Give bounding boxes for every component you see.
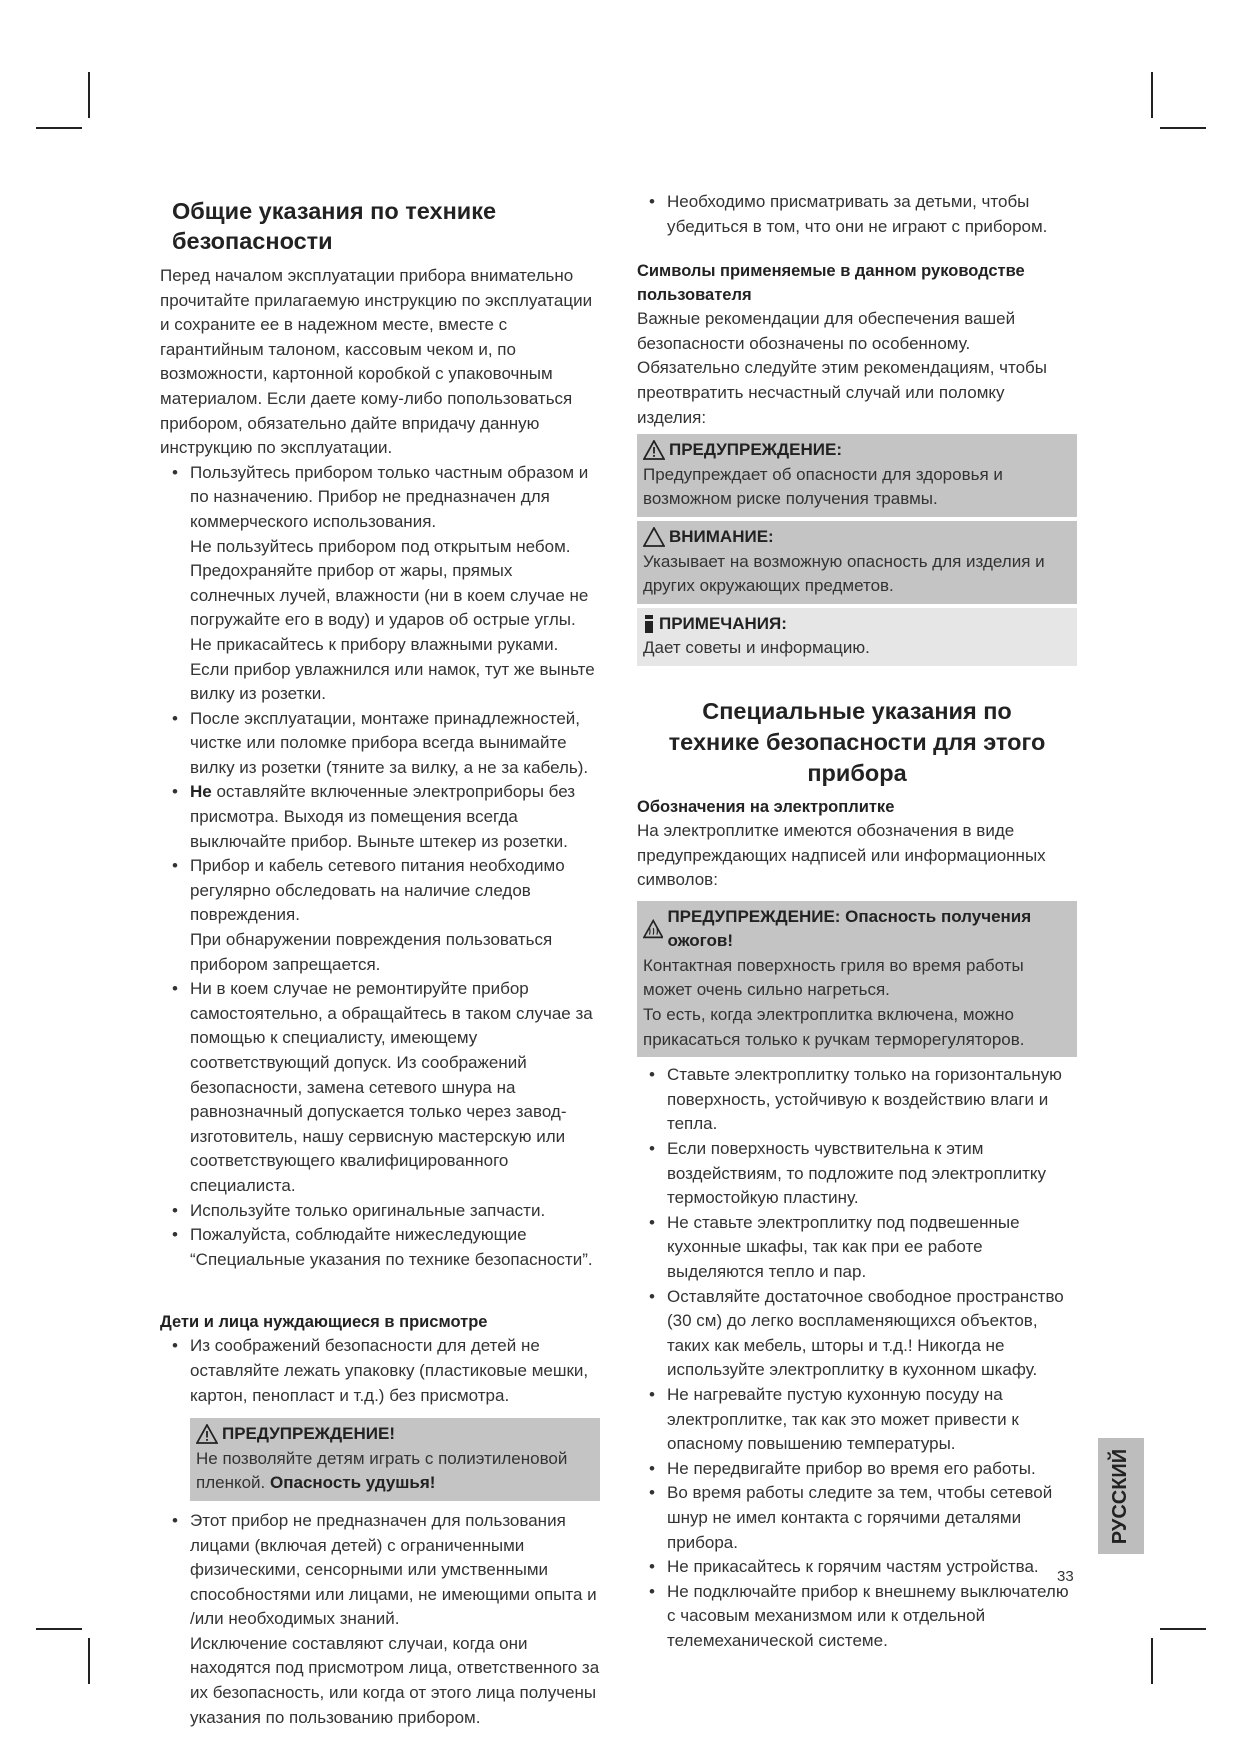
warning-triangle-icon	[643, 440, 665, 460]
list-item: • Не нагревайте пустую кухонную посуду на электроплитке, так как это может привести к опасному повышению температуры.	[637, 1383, 1077, 1457]
children-list	[160, 1334, 600, 1408]
crop-mark	[1151, 72, 1153, 118]
children-list-continued	[637, 190, 1077, 239]
special-heading: Специальные указания по технике безопасности для этого прибора	[668, 697, 1046, 786]
list-item: • Не передвигайте прибор во время его работы.	[637, 1457, 1077, 1482]
symbols-heading: Символы применяемые в данном руководстве пользователя	[637, 262, 1025, 305]
page-title: Общие указания по технике безопасности	[172, 198, 497, 254]
children-heading: Дети и лица нуждающиеся в присмотре	[160, 1313, 488, 1332]
right-column	[637, 190, 1077, 1654]
list-item: • Пожалуйста, соблюдайте нижеследующие “Специальные указания по технике безопасности”.	[160, 1223, 600, 1272]
list-item: • Не ставьте электроплитку под подвешенные кухонные шкафы, так как при ее работе выделяются тепло и пар.	[637, 1211, 1077, 1285]
info-icon	[643, 614, 655, 634]
appliance-list	[637, 1063, 1077, 1653]
crop-mark	[88, 72, 90, 118]
list-item: • Во время работы следите за тем, чтобы сетевой шнур не имел контакта с горячими деталями прибора.	[637, 1481, 1077, 1555]
list-item: • Используйте только оригинальные запчасти.	[160, 1199, 600, 1224]
page-number: 33	[1057, 1568, 1074, 1585]
crop-mark	[1151, 1638, 1153, 1684]
burn-warning-box	[637, 901, 1077, 1058]
notes-text: Дает советы и информацию.	[643, 638, 870, 658]
notes-title: ПРИМЕЧАНИЯ:	[659, 613, 787, 633]
symbols-paragraph: Важные рекомендации для обеспечения вашей безопасности обозначены по особенному. Обязательно следуйте этим рекомендациям, чтобы преотвратить несчастный случай или поломку изделия:	[637, 309, 1048, 427]
list-item: • Из соображений безопасности для детей не оставляйте лежать упаковку (пластиковые мешки, картон, пенопласт и т.д.) без присмотра.	[160, 1334, 600, 1408]
language-label: РУССКИЙ	[1109, 1448, 1132, 1544]
list-item: • Оставляйте достаточное свободное пространство (30 см) до легко воспламеняющихся объектов, таких как мебель, шторы и т.д.! Никогда не используйте электроплитку в кухонном шкафу.	[637, 1285, 1077, 1383]
caution-text: Указывает на возможную опасность для изделия и других окружающих предметов.	[643, 551, 1045, 596]
burn-warning-title: ПРЕДУПРЕЖДЕНИЕ: Опасность получения ожогов!	[667, 906, 1032, 951]
list-item-continuation: Не пользуйтесь прибором под открытым небом. Предохраняйте прибор от жары, прямых солнечных лучей, влажности (ни в коем случае не погружайте его в воду) и ударов об острые углы. Не прикасайтесь к прибору влажными руками. Если прибор увлажнился или намок, тут же выньте вилку из розетки.	[190, 536, 595, 704]
list-item: • Этот прибор не предназначен для пользования лицами (включая детей) с ограниченными физическими, сенсорными или умственными способностями или лицами, не имеющими опыта и /или необходимых знаний.	[160, 1509, 600, 1632]
burn-warning-text: Контактная поверхность гриля во время работы может очень сильно нагреться.	[643, 955, 1024, 1000]
list-item: • Ставьте электроплитку только на горизонтальную поверхность, устойчивую к воздействию влаги и тепла.	[637, 1063, 1077, 1137]
marks-heading: Обозначения на электроплитке	[637, 797, 895, 816]
list-item-continuation: Исключение составляют случаи, когда они находятся под присмотром лица, ответственного за их безопасность, или когда от этого лица получены указания по пользованию прибором.	[190, 1633, 600, 1727]
crop-mark	[1160, 1628, 1206, 1630]
marks-paragraph: На электроплитке имеются обозначения в виде предупреждающих надписей или информационных символов:	[637, 820, 1046, 890]
crop-mark	[1160, 127, 1206, 129]
list-item: • Если поверхность чувствительна к этим воздействиям, то подложите под электроплитку термостойкую пластину.	[637, 1137, 1077, 1211]
hot-surface-warning-icon	[643, 919, 663, 939]
list-item: • Ни в коем случае не ремонтируйте прибор самостоятельно, а обращайтесь в таком случае за помощью к специалисту, имеющему соответствующий допуск. Из соображений безопасности, замена сетевого шнура на равнозначный допускается только через завод-изготовитель, нашу сервисную мастерскую или соответствующего квалифицированного специалиста.	[160, 977, 600, 1198]
list-item: • Пользуйтесь прибором только частным образом и по назначению. Прибор не предназначен для коммерческого использования.	[160, 461, 600, 535]
notes-box	[637, 608, 1077, 666]
list-item: • После эксплуатации, монтаже принадлежностей, чистке или поломке прибора всегда вынимайте вилку из розетки (тяните за вилку, а не за кабель).	[160, 707, 600, 781]
safety-list	[160, 707, 600, 928]
left-column	[160, 190, 600, 1730]
caution-box	[637, 521, 1077, 604]
crop-mark	[36, 1628, 82, 1630]
list-item: • Прибор и кабель сетевого питания необходимо регулярно обследовать на наличие следов повреждения.	[160, 854, 600, 928]
warning-title: ПРЕДУПРЕЖДЕНИЕ:	[669, 440, 842, 460]
warning-text: Не позволяйте детям играть с полиэтиленовой пленкой. Опасность удушья!	[196, 1448, 568, 1493]
warning-box	[637, 434, 1077, 517]
list-item: • Необходимо присматривать за детьми, чтобы убедиться в том, что они не играют с прибором.	[637, 190, 1077, 239]
safety-list	[160, 461, 600, 535]
caution-title: ВНИМАНИЕ:	[669, 526, 774, 546]
warning-title: ПРЕДУПРЕЖДЕНИЕ!	[222, 1424, 395, 1444]
warning-box	[190, 1418, 600, 1501]
crop-mark	[36, 127, 82, 129]
children-list	[160, 1509, 600, 1632]
burn-warning-text: То есть, когда электроплитка включена, можно прикасаться только к ручкам терморегуляторов.	[643, 1005, 1025, 1049]
intro-paragraph: Перед началом эксплуатации прибора внимательно прочитайте прилагаемую инструкцию по эксплуатации и сохраните ее в надежном месте, вместе с гарантийным талоном, кассовым чеком и, по возможности, картонной коробкой с упаковочным материалом. Если даете кому-либо попользоваться прибором, обязательно дайте впридачу данную инструкцию по эксплуатации.	[160, 266, 593, 458]
crop-mark	[88, 1638, 90, 1684]
list-item: • Не прикасайтесь к горячим частям устройства.	[637, 1555, 1077, 1580]
caution-triangle-icon	[643, 527, 665, 547]
list-item: • Не оставляйте включенные электроприборы без присмотра. Выходя из помещения всегда выключайте прибор. Выньте штекер из розетки.	[160, 780, 600, 854]
list-item: • Не подключайте прибор к внешнему выключателю с часовым механизмом или к отдельной телемеханической системе.	[637, 1580, 1077, 1654]
language-tab	[1098, 1438, 1144, 1554]
warning-text: Предупреждает об опасности для здоровья и возможном риске получения травмы.	[643, 464, 1003, 509]
list-item-continuation: При обнаружении повреждения пользоваться прибором запрещается.	[190, 930, 553, 974]
warning-triangle-icon	[196, 1424, 218, 1444]
safety-list	[160, 977, 600, 1272]
